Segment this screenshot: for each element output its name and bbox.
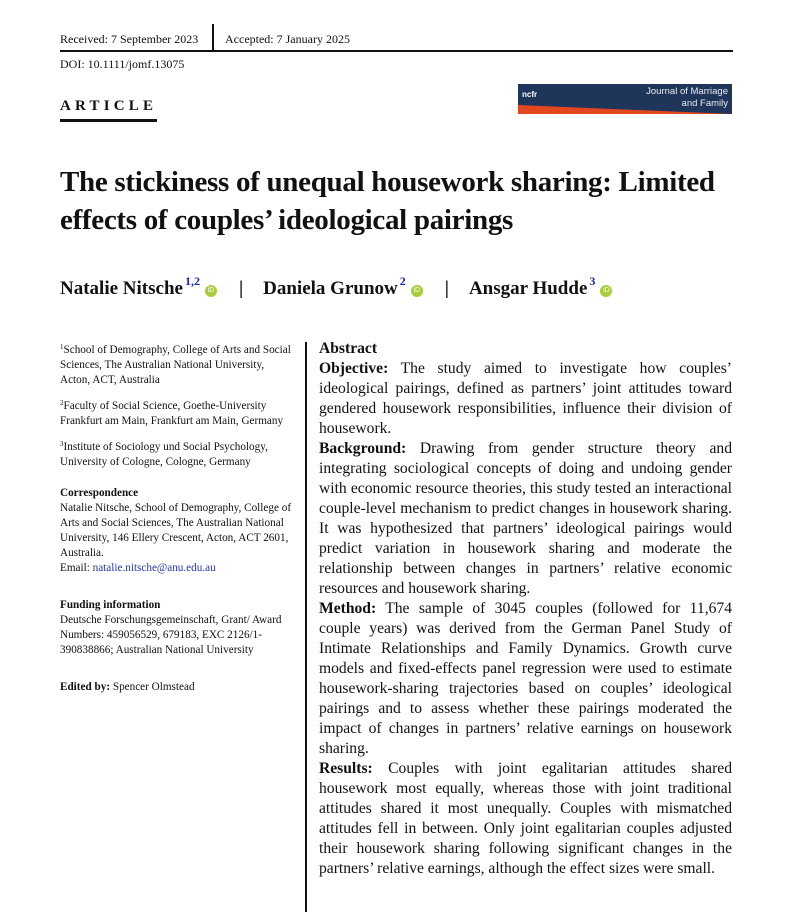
affiliation	[60, 396, 292, 429]
author[interactable]	[60, 274, 217, 299]
journal-name	[646, 86, 728, 110]
edited-by-label: Edited by:	[60, 681, 111, 693]
author-name: Natalie Nitsche	[60, 278, 183, 299]
correspondence-label: Correspondence	[60, 487, 139, 499]
affiliation-text: Faculty of Social Science, Goethe-University Frankfurt am Main, Frankfurt am Main, Germany	[60, 400, 284, 427]
author-separator: |	[444, 278, 449, 299]
affiliation	[60, 437, 292, 470]
section-text: The sample of 3045 couples (followed for 11,674 couple years) was derived from the German Panel Study of Intimate Relationships and Family Dynamics. Growth curve models and fixed-effects panel regression were used to estimate housework-sharing trajectories based on couples’ ideological pairings and to assess whether these pairings moderated the impact of changes in partners’ relative earnings on housework sharing.	[319, 600, 732, 757]
edited-by	[60, 680, 292, 695]
doi[interactable]: DOI: 10.1111/jomf.13075	[60, 57, 185, 71]
funding-text: Deutsche Forschungsgemeinschaft, Grant/ Award Numbers: 459056529, 679183, EXC 2126/1-390838866; Australian National University	[60, 614, 282, 656]
affiliation-ref[interactable]: 1,2	[184, 274, 200, 288]
affiliation-text: Institute of Sociology und Social Psychology, University of Cologne, Cologne, Germany	[60, 441, 268, 468]
section-label: Objective:	[319, 360, 389, 377]
funding-label: Funding information	[60, 599, 161, 611]
publisher-logo-text: ncfr	[522, 90, 538, 99]
abstract-section-method	[319, 599, 732, 759]
editor-name: Spencer Olmstead	[110, 681, 195, 693]
affiliation-ref[interactable]: 2	[399, 274, 406, 288]
section-text: Couples with joint egalitarian attitudes shared housework most equally, whereas those with joint traditional attitudes shared it most unequally. Couples with mismatched attitudes fell in between. Only joint egalitarian couples adjusted their housework sharing following significant changes in the partners’ relative earnings, although the effect sizes were small.	[319, 760, 732, 877]
affiliation-text: School of Demography, College of Arts and Social Sciences, The Australian National University, Acton, ACT, Australia	[60, 344, 291, 386]
section-label: Results:	[319, 760, 373, 777]
section-text: Drawing from gender structure theory and integrating sociological concepts of doing and undoing gender with economic resource theories, this study tested an interactional couple-level mechanism to predict changes in housework sharing. It was hypothesized that partners’ ideological pairings would predict variation in housework sharing and moderate the relationship between changes in partners’ relative economic resources and housework sharing.	[319, 440, 732, 597]
journal-logo[interactable]	[518, 84, 732, 114]
author-list	[60, 274, 612, 300]
author[interactable]	[263, 274, 423, 299]
email-link[interactable]: natalie.nitsche@anu.edu.au	[92, 562, 216, 574]
author-name: Ansgar Hudde	[468, 278, 588, 299]
section-label: Method:	[319, 600, 377, 617]
author-separator: |	[238, 278, 244, 299]
front-matter-sidebar	[60, 340, 292, 703]
abstract-section-results	[319, 759, 732, 879]
publication-dates	[60, 30, 733, 52]
author[interactable]	[468, 274, 612, 299]
journal-name-line1: Journal of Marriage	[646, 86, 728, 97]
accepted-date: Accepted: 7 January 2025	[225, 32, 350, 46]
received-date: Received: 7 September 2023	[60, 32, 199, 46]
paper-title: The stickiness of unequal housework sharing: Limited effects of couples’ ideological pairings	[60, 166, 715, 236]
correspondence	[60, 486, 292, 576]
funding-information	[60, 598, 292, 658]
affiliation-number: 3	[60, 440, 64, 448]
abstract-rule	[305, 342, 307, 912]
affiliation-ref[interactable]: 3	[589, 274, 596, 288]
date-separator	[212, 24, 214, 50]
abstract	[319, 339, 732, 879]
orcid-icon[interactable]: iD	[600, 285, 612, 297]
article-type-label: ARTICLE	[60, 98, 157, 122]
correspondence-text: Natalie Nitsche, School of Demography, College of Arts and Social Sciences, The Australian National University, 146 Ellery Crescent, Acton, ACT 2601, Australia.	[60, 502, 292, 559]
affiliation-number: 1	[60, 343, 64, 351]
journal-name-line2: and Family	[681, 98, 728, 109]
email-label: Email:	[60, 562, 93, 574]
orcid-icon[interactable]: iD	[205, 285, 217, 297]
orcid-icon[interactable]: iD	[411, 285, 423, 297]
author-name: Daniela Grunow	[263, 278, 398, 299]
section-label: Background:	[319, 440, 407, 457]
affiliation	[60, 340, 292, 388]
abstract-section-background	[319, 439, 732, 599]
abstract-heading: Abstract	[319, 340, 378, 357]
section-text: The study aimed to investigate how couples’ ideological pairings, defined as partners’ joint attitudes toward gendered housework responsibilities, influence their division of housework.	[319, 360, 732, 437]
affiliation-number: 2	[60, 399, 64, 407]
abstract-section-objective	[319, 359, 732, 439]
